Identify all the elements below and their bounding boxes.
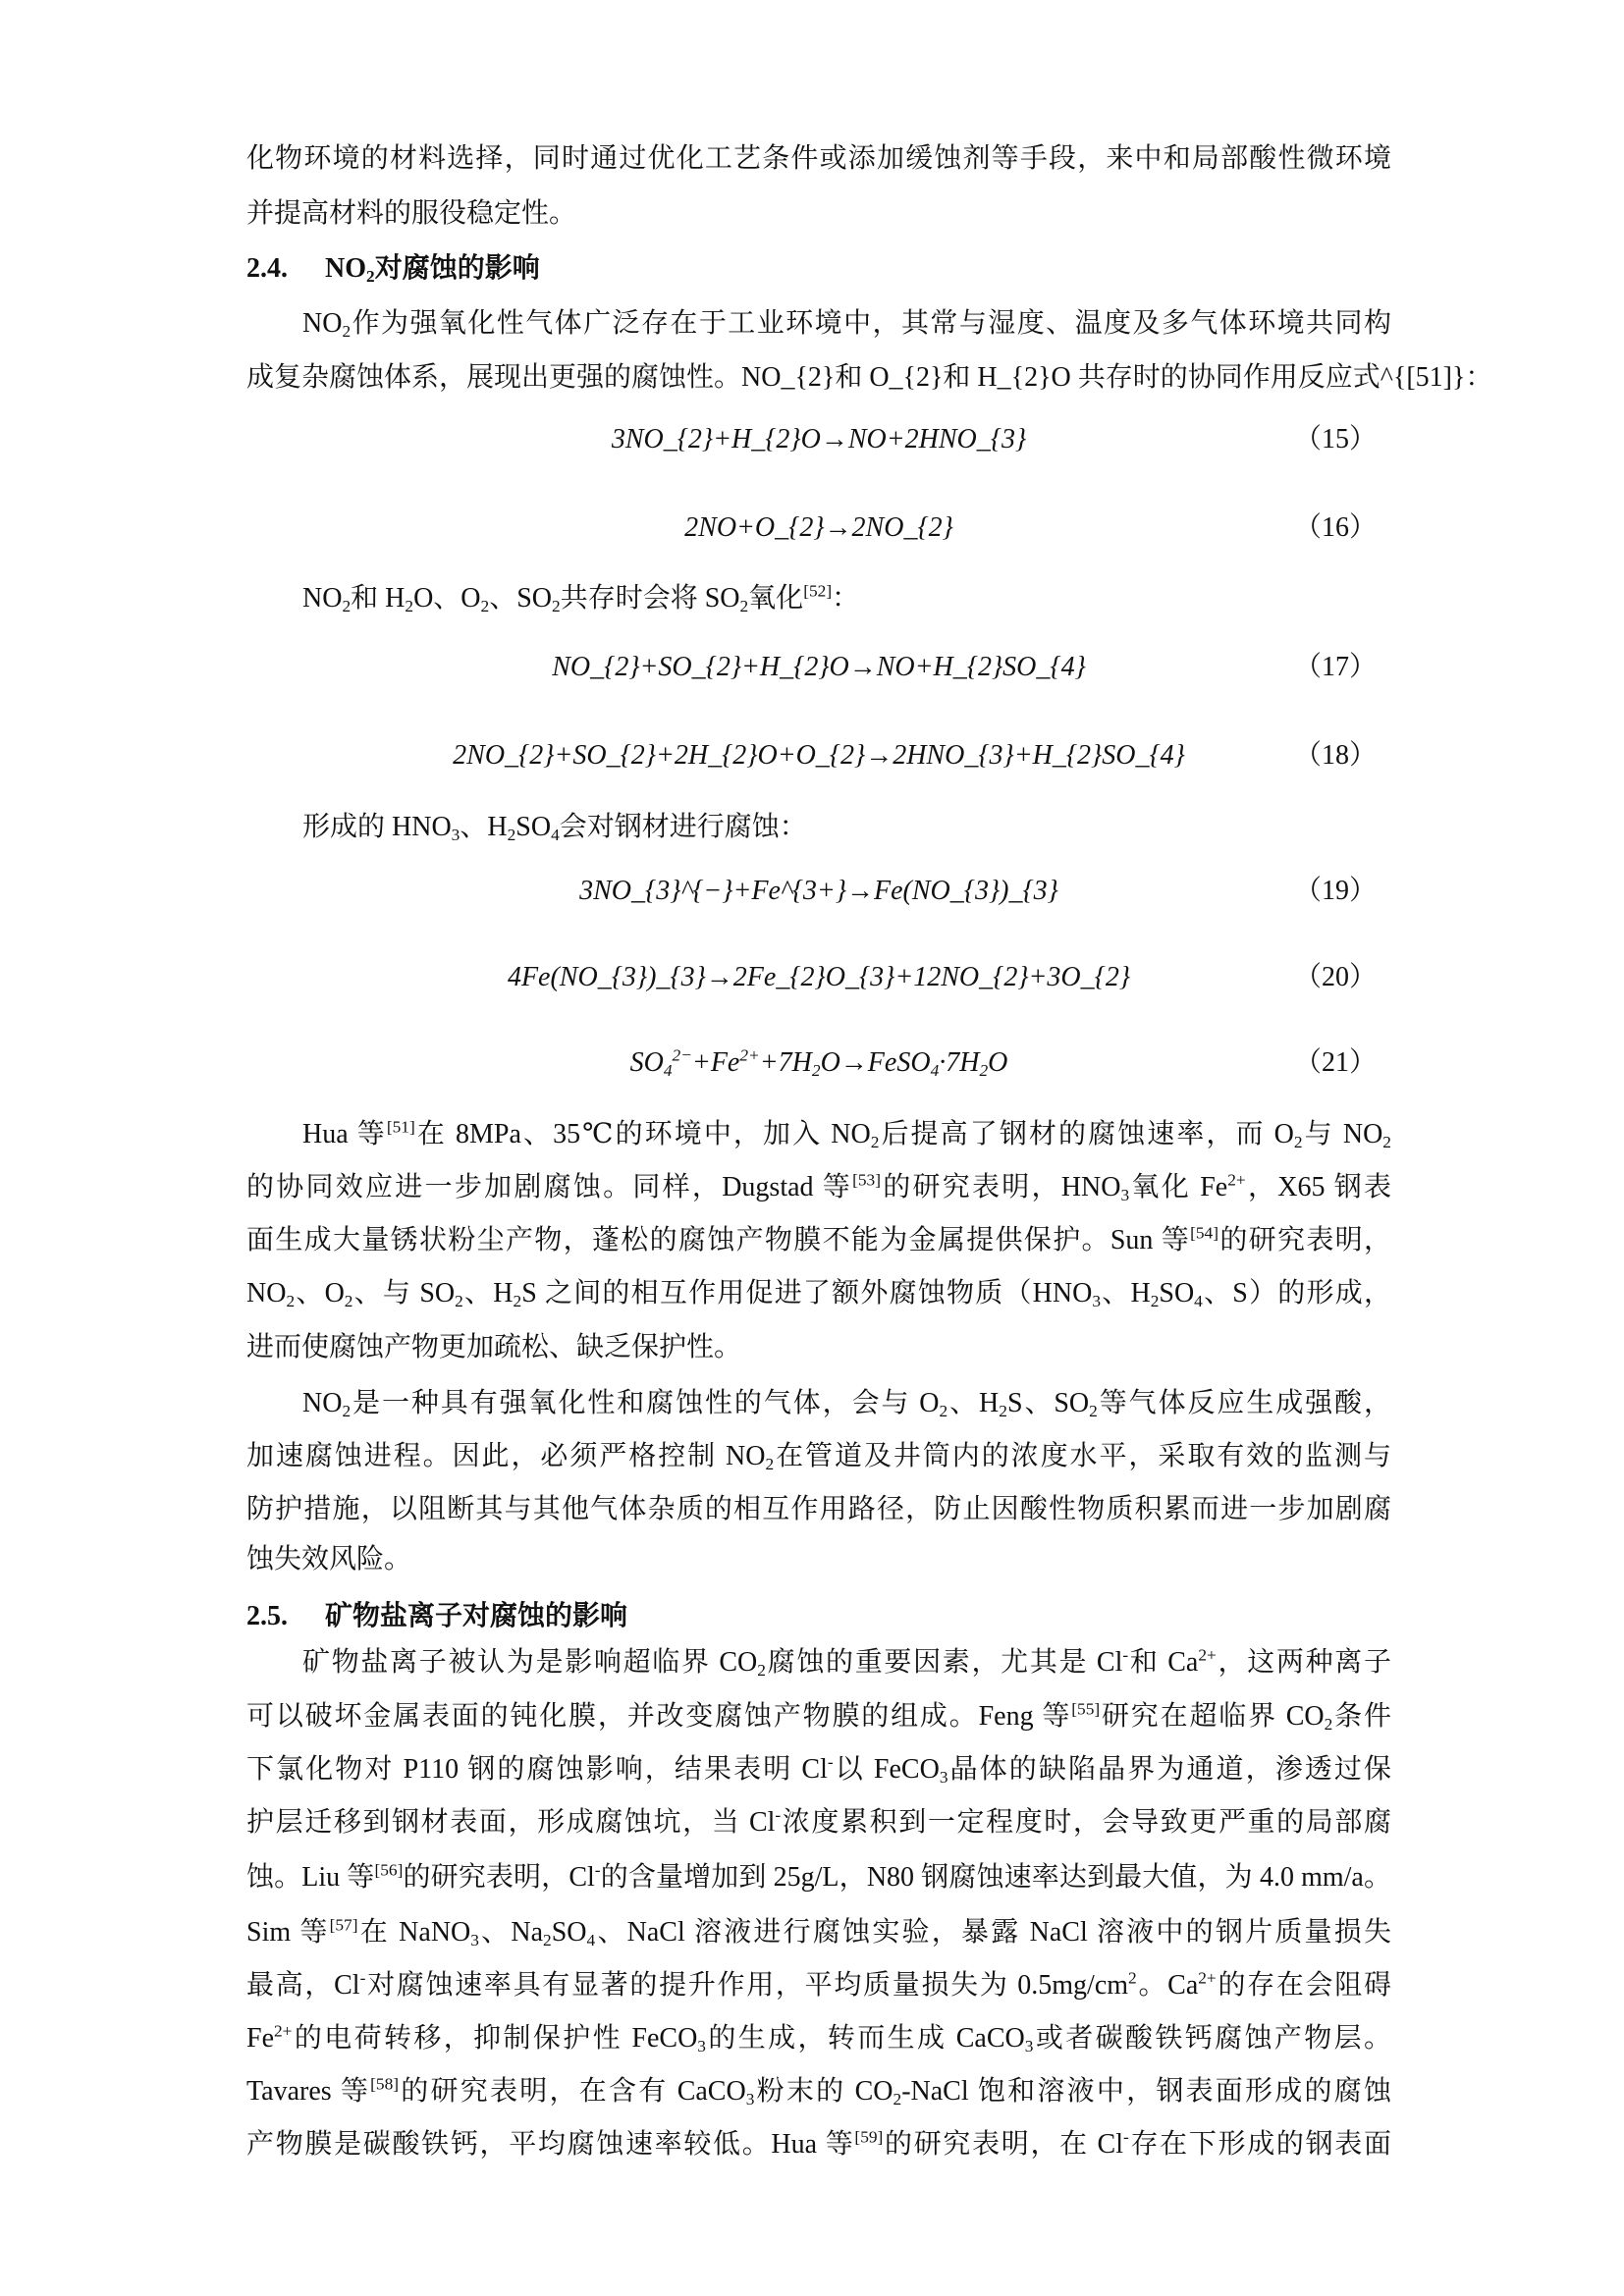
equation-19: 3NO_{3}^{−}+Fe^{3+}→Fe(NO_{3})_{3} [579, 876, 1058, 906]
text-line: 进而使腐蚀产物更加疏松、缺乏保护性。 [246, 1332, 742, 1362]
equation-number: （20） [1293, 962, 1377, 992]
text-line: 产物膜是碳酸铁钙，平均腐蚀速率较低。Hua 等[59]的研究表明，在 Cl-存在下形成的钢表面 [246, 2127, 1391, 2160]
text-line: 化物环境的材料选择，同时通过优化工艺条件或添加缓蚀剂等手段，来中和局部酸性微环境 [246, 143, 1391, 174]
text-line: 护层迁移到钢材表面，形成腐蚀坑，当 Cl-浓度累积到一定程度时，会导致更严重的局部腐 [246, 1805, 1391, 1838]
text-line: 防护措施，以阻断其与其他气体杂质的相互作用路径，防止因酸性物质积累而进一步加剧腐 [246, 1494, 1391, 1524]
text-line: Hua 等[51]在 8MPa、35℃的环境中，加入 $NO_2$后提高了钢材的腐蚀速率，而 $O_2$与 $NO_2$ [302, 1117, 1391, 1152]
text-line: $NO_2$是一种具有强氧化性和腐蚀性的气体，会与 $O_2$、$H_2S$、$SO_2$等气体反应生成强酸， [302, 1388, 1391, 1421]
text-line: Tavares 等[58]的研究表明，在含有 CaCO$_3$粉末的 $CO_2$-NaCl 饱和溶液中，钢表面形成的腐蚀 [246, 2074, 1391, 2109]
section-title: 矿物盐离子对腐蚀的影响 [325, 1601, 628, 1631]
text-line: $NO_2$和 $H_2O$、$O_2$、$SO_2$共存时会将 $SO_2$氧化[52]： [302, 581, 860, 616]
text-line: $NO_2$、$O_2$、与 $SO_2$、$H_2S$ 之间的相互作用促进了额外腐蚀物质（$HNO_3$、$H_2SO_4$、S）的形成， [246, 1278, 1391, 1311]
section-heading-2-4 [246, 249, 540, 289]
section-heading-2-5 [246, 1597, 627, 1636]
equation-number: （16） [1293, 512, 1377, 543]
text-line: 成复杂腐蚀体系，展现出更强的腐蚀性。NO_{2}和 O_{2}和 H_{2}O 共存时的协同作用反应式^{[51]}： [246, 362, 1493, 393]
text-line: 面生成大量锈状粉尘产物，蓬松的腐蚀产物膜不能为金属提供保护。Sun 等[54]的研究表明， [246, 1223, 1391, 1255]
equation-number: （19） [1293, 876, 1377, 906]
text-line: 加速腐蚀进程。因此，必须严格控制 $NO_2$在管道及井筒内的浓度水平，采取有效的监测与 [246, 1441, 1391, 1474]
text-line: 形成的 $HNO_3$、$H_2SO_4$会对钢材进行腐蚀： [302, 812, 807, 845]
text-line: 可以破坏金属表面的钝化膜，并改变腐蚀产物膜的组成。Feng 等[55]研究在超临界 $CO_2$条件 [246, 1699, 1391, 1735]
section-number: 2.5. [246, 1601, 288, 1631]
equation-17: NO_{2}+SO_{2}+H_{2}O→NO+H_{2}SO_{4} [552, 652, 1086, 682]
text-line: 下氯化物对 P110 钢的腐蚀影响，结果表明 Cl-以 FeCO$_3$晶体的缺陷晶界为通道，渗透过保 [246, 1752, 1391, 1788]
equation-18: 2NO_{2}+SO_{2}+2H_{2}O+O_{2}→2HNO_{3}+H_{2}SO_{4} [453, 740, 1185, 771]
equation-15: 3NO_{2}+H_{2}O→NO+2HNO_{3} [611, 424, 1027, 454]
text-line: 的协同效应进一步加剧腐蚀。同样，Dugstad 等[53]的研究表明，$HNO_3$氧化 $Fe^{2+}$，X65 钢表 [246, 1170, 1391, 1205]
text-line: 并提高材料的服役稳定性。 [246, 198, 577, 229]
section-title: $NO_2$对腐蚀的影响 [325, 253, 540, 287]
equation-number: （18） [1293, 740, 1377, 771]
text-line: 最高，Cl-对腐蚀速率具有显著的提升作用，平均质量损失为 $0.5mg/cm^2$。$Ca^{2+}$的存在会阻碍 [246, 1968, 1391, 2001]
equation-number: （17） [1293, 652, 1377, 682]
text-line: 矿物盐离子被认为是影响超临界 $CO_2$腐蚀的重要因素，尤其是 Cl-和 $Ca^{2+}$，这两种离子 [302, 1645, 1391, 1681]
section-number: 2.4. [246, 253, 288, 284]
equation-16: 2NO+O_{2}→2NO_{2} [684, 512, 953, 543]
equation-21: $SO_4^{2-}+Fe^{2+}+7H_2O\to FeSO_4\cdot 7H_2O$ [629, 1045, 1008, 1081]
text-line: $Fe^{2+}$的电荷转移，抑制保护性 FeCO$_3$的生成，转而生成 CaCO$_3$或者碳酸铁钙腐蚀产物层。 [246, 2021, 1391, 2056]
equation-number: （21） [1293, 1047, 1377, 1078]
text-line: Sim 等[57]在 NaNO$_3$、$Na_2SO_4$、NaCl 溶液进行腐蚀实验，暴露 NaCl 溶液中的钢片质量损失 [246, 1915, 1391, 1950]
text-line: $NO_2$作为强氧化性气体广泛存在于工业环境中，其常与湿度、温度及多气体环境共同构 [302, 308, 1391, 342]
text-line: 蚀失效风险。 [246, 1544, 412, 1575]
equation-number: （15） [1293, 424, 1377, 454]
text-line: 蚀。Liu 等[56]的研究表明，Cl-的含量增加到 25g/L，N80 钢腐蚀速率达到最大值，为 4.0 mm/a。 [246, 1860, 1391, 1893]
equation-20: 4Fe(NO_{3})_{3}→2Fe_{2}O_{3}+12NO_{2}+3O_{2} [507, 962, 1131, 992]
